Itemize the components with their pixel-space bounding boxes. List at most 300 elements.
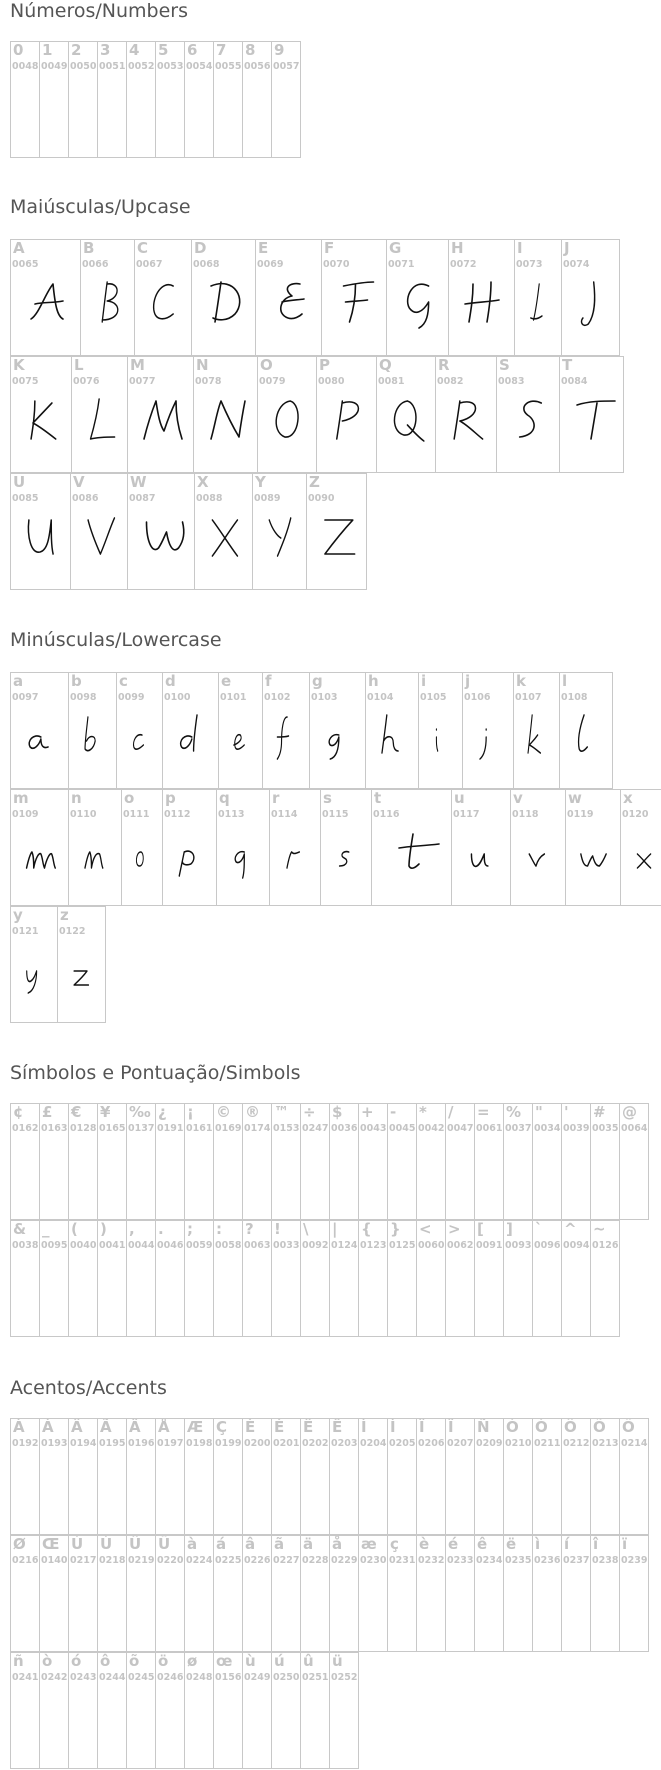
glyph-character-label: Ø: [13, 1535, 26, 1553]
glyph-cell: [416, 1535, 446, 1652]
glyph-character-label: H: [451, 239, 464, 257]
glyph-cell: [68, 1220, 98, 1337]
glyph-character-label: M: [130, 356, 145, 374]
glyph-stroke: [27, 971, 37, 993]
script-glyph-preview: [11, 387, 72, 467]
glyph-code-label: 0165: [99, 1123, 126, 1134]
script-glyph-preview: [219, 703, 263, 783]
glyph-character-label: ç: [390, 1535, 399, 1553]
glyph-code-label: 0078: [195, 376, 222, 387]
glyph-stroke: [28, 520, 53, 554]
glyph-cell: [162, 672, 219, 789]
glyph-code-label: 0230: [360, 1555, 387, 1566]
glyph-stroke: [147, 522, 184, 550]
glyph-code-label: 0081: [378, 376, 405, 387]
glyph-stroke: [102, 282, 118, 322]
glyph-cell: [445, 1418, 475, 1535]
glyph-character-label: `: [535, 1220, 543, 1238]
glyph-character-label: Á: [42, 1418, 54, 1436]
glyph-code-label: 0092: [302, 1240, 329, 1251]
glyph-cell: [300, 1103, 330, 1220]
glyph-cell: [39, 1652, 69, 1769]
glyph-character-label: æ: [361, 1535, 377, 1553]
glyph-cell: [271, 1103, 301, 1220]
glyph-code-label: 0048: [12, 61, 39, 72]
glyph-character-label: |: [332, 1220, 338, 1238]
glyph-stroke: [465, 282, 499, 322]
glyph-cell: [329, 1418, 359, 1535]
glyph-cell: [194, 473, 253, 590]
glyph-code-label: 0069: [257, 259, 284, 270]
glyph-character-label: ö: [158, 1652, 169, 1670]
glyph-cell: [68, 41, 98, 158]
glyph-character-label: Ç: [216, 1418, 228, 1436]
glyph-code-label: 0044: [128, 1240, 155, 1251]
glyph-cell: [416, 1220, 446, 1337]
glyph-code-label: 0161: [186, 1123, 213, 1134]
glyph-character-label: @: [622, 1103, 637, 1121]
section-title-symbols: Símbolos e Pontuação/Simbols: [10, 1062, 301, 1084]
glyph-character-label: ï: [622, 1535, 628, 1553]
glyph-code-label: 0162: [12, 1123, 39, 1134]
glyph-code-label: 0098: [70, 692, 97, 703]
script-glyph-preview: [163, 820, 217, 900]
glyph-code-label: 0088: [196, 493, 223, 504]
glyph-stroke: [281, 284, 304, 319]
glyph-code-label: 0217: [70, 1555, 97, 1566]
glyph-cell: [97, 1535, 127, 1652]
glyph-character-label: Ï: [448, 1418, 454, 1436]
script-glyph-preview: [322, 270, 387, 350]
glyph-character-label: G: [389, 239, 402, 257]
glyph-stroke: [436, 729, 437, 751]
glyph-character-label: È: [245, 1418, 256, 1436]
glyph-code-label: 0213: [592, 1438, 619, 1449]
glyph-character-label: s: [323, 789, 332, 807]
glyph-code-label: 0089: [254, 493, 281, 504]
glyph-character-label: Æ: [187, 1418, 204, 1436]
glyph-stroke: [637, 854, 650, 868]
glyph-code-label: 0102: [264, 692, 291, 703]
glyph-code-label: 0201: [273, 1438, 300, 1449]
glyph-code-label: 0117: [453, 809, 480, 820]
glyph-stroke: [577, 401, 615, 439]
glyph-cell: [561, 239, 620, 356]
script-glyph-preview: [560, 703, 613, 783]
glyph-cell: [10, 672, 69, 789]
glyph-cell: [532, 1103, 562, 1220]
glyph-code-label: 0252: [331, 1672, 358, 1683]
glyph-cell: [561, 1418, 591, 1535]
glyph-code-label: 0071: [388, 259, 415, 270]
glyph-stroke: [471, 854, 487, 866]
glyph-character-label: ‰: [129, 1103, 151, 1121]
glyph-code-label: 0196: [128, 1438, 155, 1449]
glyph-cell: [10, 1652, 40, 1769]
glyph-stroke: [337, 401, 359, 439]
glyph-cell: [300, 1652, 330, 1769]
glyph-code-label: 0104: [367, 692, 394, 703]
glyph-character-label: q: [219, 789, 230, 807]
glyph-stroke: [399, 834, 439, 868]
glyph-character-label: ô: [100, 1652, 111, 1670]
glyph-cell: [358, 1418, 388, 1535]
glyph-cell: [329, 1220, 359, 1337]
glyph-character-label: .: [158, 1220, 164, 1238]
script-glyph-preview: [560, 387, 624, 467]
glyph-code-label: 0062: [447, 1240, 474, 1251]
glyph-character-label: 5: [158, 41, 169, 59]
glyph-code-label: 0113: [218, 809, 245, 820]
glyph-cell: [184, 1535, 214, 1652]
glyph-code-label: 0039: [563, 1123, 590, 1134]
glyph-character-label: Ë: [332, 1418, 343, 1436]
script-glyph-preview: [11, 703, 69, 783]
glyph-code-label: 0233: [447, 1555, 474, 1566]
glyph-cell: [565, 789, 621, 906]
glyph-code-label: 0099: [118, 692, 145, 703]
glyph-character-label: Ú: [100, 1535, 113, 1553]
glyph-character-label: g: [312, 672, 323, 690]
glyph-character-label: ¥: [100, 1103, 111, 1121]
glyph-cell: [271, 1418, 301, 1535]
glyph-character-label: +: [361, 1103, 374, 1121]
glyph-code-label: 0174: [244, 1123, 271, 1134]
glyph-character-label: ø: [187, 1652, 198, 1670]
glyph-character-label: P: [319, 356, 330, 374]
glyph-code-label: 0057: [273, 61, 300, 72]
glyph-cell: [184, 1220, 214, 1337]
glyph-cell: [126, 1103, 156, 1220]
glyph-code-label: 0107: [515, 692, 542, 703]
glyph-code-label: 0243: [70, 1672, 97, 1683]
script-glyph-preview: [253, 504, 307, 584]
glyph-cell: [242, 1418, 272, 1535]
glyph-code-label: 0236: [534, 1555, 561, 1566]
glyph-cell: [191, 239, 256, 356]
glyph-character-label: œ: [216, 1652, 233, 1670]
glyph-cell: [126, 1220, 156, 1337]
glyph-code-label: 0245: [128, 1672, 155, 1683]
glyph-character-label: ë: [506, 1535, 517, 1553]
glyph-character-label: á: [216, 1535, 227, 1553]
glyph-cell: [561, 1535, 591, 1652]
section-title-accents: Acentos/Accents: [10, 1377, 167, 1399]
glyph-code-label: 0119: [567, 809, 594, 820]
glyph-character-label: ?: [245, 1220, 254, 1238]
glyph-character-label: *: [419, 1103, 427, 1121]
glyph-cell: [271, 1220, 301, 1337]
glyph-character-label: ©: [216, 1103, 231, 1121]
glyph-stroke: [277, 717, 288, 759]
glyph-character-label: Å: [158, 1418, 170, 1436]
glyph-character-label: ü: [332, 1652, 343, 1670]
script-glyph-preview: [621, 820, 661, 900]
glyph-cell: [10, 473, 71, 590]
glyph-character-label: i: [421, 672, 427, 690]
script-glyph-preview: [195, 504, 253, 584]
glyph-code-label: 0035: [592, 1123, 619, 1134]
glyph-cell: [416, 1103, 446, 1220]
glyph-code-label: 0049: [41, 61, 68, 72]
glyph-cell: [97, 1418, 127, 1535]
glyph-cell: [213, 1535, 243, 1652]
glyph-cell: [269, 789, 321, 906]
glyph-cell: [376, 356, 436, 473]
glyph-code-label: 0246: [157, 1672, 184, 1683]
glyph-character-label: U: [13, 473, 26, 491]
glyph-cell: [271, 41, 301, 158]
glyph-code-label: 0232: [418, 1555, 445, 1566]
glyph-code-label: 0055: [215, 61, 242, 72]
glyph-code-label: 0109: [12, 809, 39, 820]
glyph-cell: [162, 789, 217, 906]
glyph-cell: [242, 1220, 272, 1337]
glyph-cell: [300, 1535, 330, 1652]
glyph-cell: [503, 1220, 533, 1337]
glyph-code-label: 0100: [164, 692, 191, 703]
script-glyph-preview: [192, 270, 256, 350]
glyph-code-label: 0085: [12, 493, 39, 504]
glyph-cell: [97, 1652, 127, 1769]
glyph-cell: [155, 1418, 185, 1535]
glyph-cell: [68, 1535, 98, 1652]
glyph-character-label: å: [332, 1535, 343, 1553]
glyph-cell: [329, 1535, 359, 1652]
glyph-code-label: 0200: [244, 1438, 271, 1449]
glyph-code-label: 0045: [389, 1123, 416, 1134]
glyph-stroke: [581, 854, 606, 866]
glyph-cell: [474, 1535, 504, 1652]
glyph-character-label: B: [83, 239, 95, 257]
glyph-character-label: Ñ: [477, 1418, 490, 1436]
glyph-character-label: 9: [274, 41, 285, 59]
glyph-cell: [184, 1103, 214, 1220]
glyph-stroke: [581, 282, 594, 325]
script-glyph-preview: [72, 387, 128, 467]
glyph-code-label: 0207: [447, 1438, 474, 1449]
script-glyph-preview: [69, 703, 117, 783]
glyph-stroke: [212, 520, 237, 556]
script-glyph-preview: [258, 387, 317, 467]
glyph-code-label: 0137: [128, 1123, 155, 1134]
glyph-cell: [316, 356, 377, 473]
glyph-cell: [561, 1220, 591, 1337]
glyph-cell: [358, 1220, 388, 1337]
glyph-character-label: o: [124, 789, 135, 807]
script-glyph-preview: [372, 820, 452, 900]
glyph-character-label: Ù: [71, 1535, 84, 1553]
glyph-cell: [306, 473, 367, 590]
glyph-character-label: Í: [390, 1418, 396, 1436]
glyph-code-label: 0095: [41, 1240, 68, 1251]
glyph-code-label: 0214: [621, 1438, 648, 1449]
glyph-code-label: 0091: [476, 1240, 503, 1251]
glyph-cell: [155, 1535, 185, 1652]
glyph-character-label: &: [13, 1220, 27, 1238]
glyph-code-label: 0218: [99, 1555, 126, 1566]
script-glyph-preview: [449, 270, 515, 350]
glyph-code-label: 0076: [73, 376, 100, 387]
glyph-cell: [513, 672, 560, 789]
script-glyph-preview: [11, 504, 71, 584]
glyph-stroke: [179, 851, 194, 876]
glyph-character-label: h: [368, 672, 379, 690]
glyph-cell: [329, 1652, 359, 1769]
glyph-code-label: 0239: [621, 1555, 648, 1566]
glyph-character-label: r: [272, 789, 280, 807]
glyph-code-label: 0086: [72, 493, 99, 504]
glyph-code-label: 0121: [12, 926, 39, 937]
glyph-stroke: [394, 401, 423, 441]
glyph-code-label: 0068: [193, 259, 220, 270]
script-glyph-preview: [436, 387, 497, 467]
script-glyph-preview: [310, 703, 366, 783]
glyph-cell: [10, 1418, 40, 1535]
glyph-code-label: 0191: [157, 1123, 184, 1134]
glyph-code-label: 0209: [476, 1438, 503, 1449]
glyph-cell: [10, 239, 81, 356]
glyph-stroke: [531, 284, 542, 320]
glyph-character-label: n: [71, 789, 82, 807]
script-glyph-preview: [514, 703, 560, 783]
glyph-cell: [590, 1418, 620, 1535]
glyph-code-label: 0203: [331, 1438, 358, 1449]
glyph-cell: [271, 1652, 301, 1769]
glyph-code-label: 0034: [534, 1123, 561, 1134]
glyph-code-label: 0053: [157, 61, 184, 72]
glyph-character-label: #: [593, 1103, 606, 1121]
glyph-cell: [386, 239, 449, 356]
glyph-character-label: Y: [255, 473, 266, 491]
script-glyph-preview: [122, 820, 163, 900]
glyph-code-label: 0079: [259, 376, 286, 387]
glyph-stroke: [74, 971, 88, 985]
glyph-cell: [97, 1220, 127, 1337]
script-glyph-preview: [321, 820, 372, 900]
glyph-character-label: y: [13, 906, 23, 924]
glyph-character-label: À: [13, 1418, 25, 1436]
glyph-cell: [474, 1418, 504, 1535]
glyph-cell: [620, 789, 661, 906]
script-glyph-preview: [263, 703, 310, 783]
glyph-code-label: 0070: [323, 259, 350, 270]
glyph-cell: [559, 356, 624, 473]
glyph-character-label: k: [516, 672, 526, 690]
glyph-character-label: 1: [42, 41, 53, 59]
glyph-cell: [445, 1220, 475, 1337]
glyph-code-label: 0206: [418, 1438, 445, 1449]
glyph-character-label: Â: [71, 1418, 83, 1436]
script-glyph-preview: [419, 703, 463, 783]
glyph-code-label: 0090: [308, 493, 335, 504]
glyph-cell: [510, 789, 566, 906]
glyph-cell: [416, 1418, 446, 1535]
glyph-cell: [10, 41, 40, 158]
glyph-code-label: 0050: [70, 61, 97, 72]
glyph-code-label: 0110: [70, 809, 97, 820]
glyph-cell: [257, 356, 317, 473]
script-glyph-preview: [566, 820, 621, 900]
glyph-cell: [68, 789, 122, 906]
glyph-cell: [127, 473, 195, 590]
glyph-cell: [503, 1535, 533, 1652]
glyph-cell: [10, 789, 69, 906]
glyph-code-label: 0227: [273, 1555, 300, 1566]
glyph-code-label: 0204: [360, 1438, 387, 1449]
glyph-code-label: 0052: [128, 61, 155, 72]
glyph-cell: [213, 1103, 243, 1220]
script-glyph-preview: [366, 703, 419, 783]
script-glyph-preview: [497, 387, 560, 467]
glyph-code-label: 0108: [561, 692, 588, 703]
glyph-character-label: ù: [245, 1652, 256, 1670]
glyph-code-label: 0125: [389, 1240, 416, 1251]
glyph-code-label: 0115: [322, 809, 349, 820]
glyph-cell: [39, 41, 69, 158]
glyph-cell: [559, 672, 613, 789]
glyph-cell: [320, 789, 372, 906]
glyph-code-label: 0094: [563, 1240, 590, 1251]
glyph-cell: [514, 239, 562, 356]
glyph-character-label: b: [71, 672, 82, 690]
section-title-lowercase: Minúsculas/Lowercase: [10, 629, 222, 651]
glyph-cell: [365, 672, 419, 789]
glyph-character-label: %: [506, 1103, 522, 1121]
glyph-character-label: {: [361, 1220, 372, 1238]
glyph-code-label: 0066: [82, 259, 109, 270]
glyph-cell: [126, 1535, 156, 1652]
glyph-character-label: J: [564, 239, 570, 257]
glyph-cell: [216, 789, 270, 906]
glyph-code-label: 0194: [70, 1438, 97, 1449]
glyph-cell: [184, 41, 214, 158]
glyph-code-label: 0056: [244, 61, 271, 72]
glyph-stroke: [31, 284, 63, 319]
glyph-cell: [10, 906, 58, 1023]
glyph-character-label: \: [303, 1220, 309, 1238]
glyph-code-label: 0046: [157, 1240, 184, 1251]
glyph-stroke: [181, 715, 197, 751]
glyph-cell: [39, 1220, 69, 1337]
script-glyph-preview: [562, 270, 620, 350]
glyph-character-label: ]: [506, 1220, 513, 1238]
glyph-code-label: 0082: [437, 376, 464, 387]
glyph-character-label: S: [499, 356, 510, 374]
glyph-character-label: ": [535, 1103, 543, 1121]
glyph-cell: [155, 1103, 185, 1220]
glyph-code-label: 0060: [418, 1240, 445, 1251]
glyph-code-label: 0106: [464, 692, 491, 703]
glyph-stroke: [134, 735, 144, 749]
glyph-stroke: [340, 852, 349, 866]
glyph-character-label: $: [332, 1103, 343, 1121]
glyph-cell: [418, 672, 463, 789]
glyph-cell: [445, 1103, 475, 1220]
glyph-character-label: ¿: [158, 1103, 167, 1121]
glyph-code-label: 0075: [12, 376, 39, 387]
glyph-character-label: ò: [42, 1652, 53, 1670]
glyph-cell: [126, 1418, 156, 1535]
glyph-character-label: (: [71, 1220, 78, 1238]
glyph-code-label: 0225: [215, 1555, 242, 1566]
glyph-cell: [252, 473, 307, 590]
glyph-code-label: 0047: [447, 1123, 474, 1134]
script-glyph-preview: [69, 820, 122, 900]
glyph-code-label: 0234: [476, 1555, 503, 1566]
glyph-code-label: 0072: [450, 259, 477, 270]
glyph-cell: [532, 1418, 562, 1535]
